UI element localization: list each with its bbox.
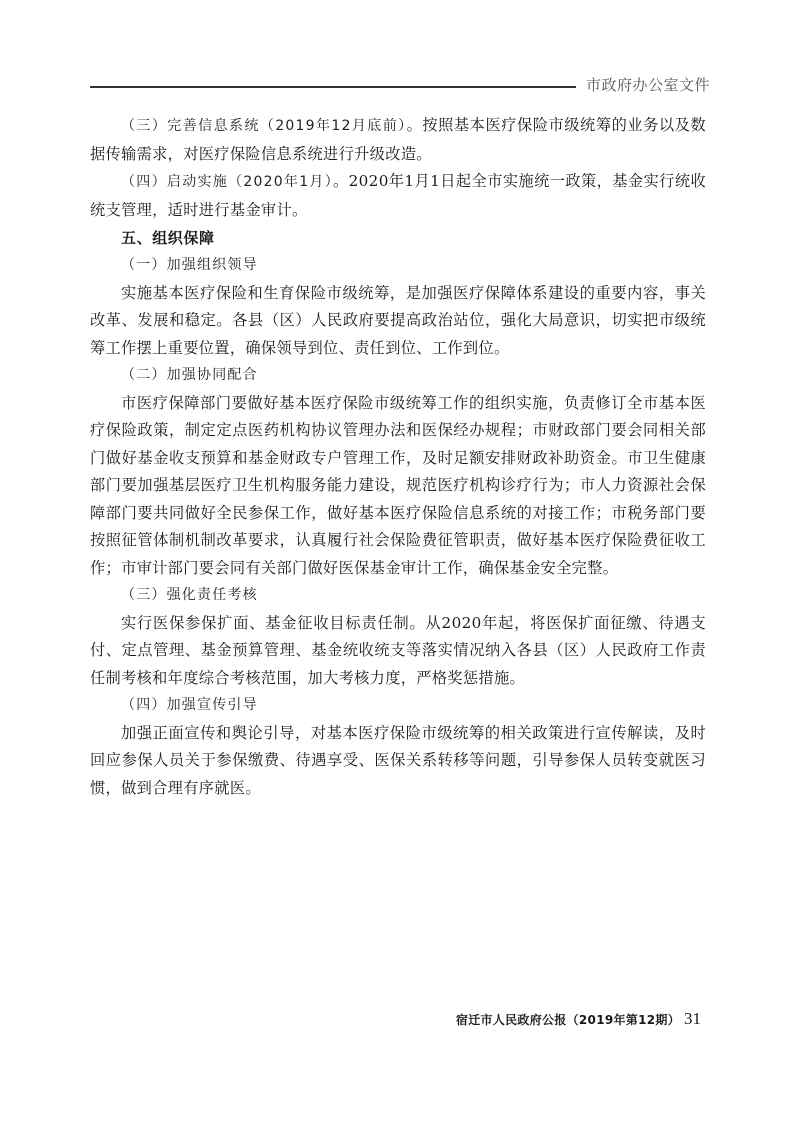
paragraph-coordination: 市医疗保障部门要做好基本医疗保险市级统筹工作的组织实施，负责修订全市基本医疗保险政策，制定定点医药机构协议管理办法和医保经办规程；市财政部门要会同相关部门做好基金收支预算和基金财政专户管理工作，及时足额安排财政补助资金。市卫生健康部门要加强基层医疗卫生机构服务能力建设，规范医疗机构诊疗行为；市人力资源社会保障部门要共同做好全民参保工作，做好基本医疗保险信息系统的对接工作；市税务部门要按照征管体制机制改革要求，认真履行社会保险费征管职责，做好基本医疗保险费征收工作；市审计部门要会同有关部门做好医保基金审计工作，确保基金安全完整。 bbox=[90, 393, 706, 577]
sub-heading-launch-implementation: （四）启动实施（2020年1月） bbox=[121, 174, 334, 190]
paragraph-leadership: 实施基本医疗保险和生育保险市级统筹，是加强医疗保障体系建设的重要内容，事关改革、发展和稳定。各县（区）人民政府要提高政治站位，强化大局意识，切实把市级统筹工作摆上重要位置，确保领导到位、责任到位、工作到位。 bbox=[90, 283, 706, 357]
paragraph-improve-info-system bbox=[90, 112, 706, 168]
sub-heading-coordination: （二）加强协同配合 bbox=[121, 367, 258, 383]
paragraph-text: 。2020年1月1日起全市实施统一政策，基金实行统收统支管理，适时进行基金审计。 bbox=[90, 172, 706, 219]
paragraph-launch-implementation bbox=[90, 168, 706, 224]
sub-heading-improve-info-system: （三）完善信息系统（2019年12月底前） bbox=[121, 118, 407, 134]
document-body bbox=[90, 112, 706, 802]
paragraph-accountability: 实行医保参保扩面、基金征收目标责任制。从2020年起，将医保扩面征缴、待遇支付、定点管理、基金预算管理、基金统收统支等落实情况纳入各县（区）人民政府工作责任制考核和年度综合考核范围，加大考核力度，严格奖惩措施。 bbox=[90, 613, 706, 687]
section-heading-organizational-guarantee: 五、组织保障 bbox=[121, 229, 215, 247]
page-number: 31 bbox=[684, 1009, 701, 1028]
sub-heading-leadership: （一）加强组织领导 bbox=[121, 257, 258, 273]
page-footer bbox=[456, 1009, 701, 1029]
paragraph-text: 。按照基本医疗保险市级统筹的业务以及数据传输需求，对医疗保险信息系统进行升级改造。 bbox=[90, 116, 706, 163]
sub-heading-accountability: （三）强化责任考核 bbox=[121, 587, 258, 603]
publication-title: 宿迁市人民政府公报（2019年第12期） bbox=[455, 1013, 680, 1027]
header-rule bbox=[90, 86, 576, 88]
paragraph-publicity: 加强正面宣传和舆论引导，对基本医疗保险市级统筹的相关政策进行宣传解读，及时回应参保人员关于参保缴费、待遇享受、医保关系转移等问题，引导参保人员转变就医习惯，做到合理有序就医。 bbox=[90, 723, 706, 797]
sub-heading-publicity: （四）加强宣传引导 bbox=[121, 697, 258, 713]
header-title: 市政府办公室文件 bbox=[586, 76, 711, 94]
